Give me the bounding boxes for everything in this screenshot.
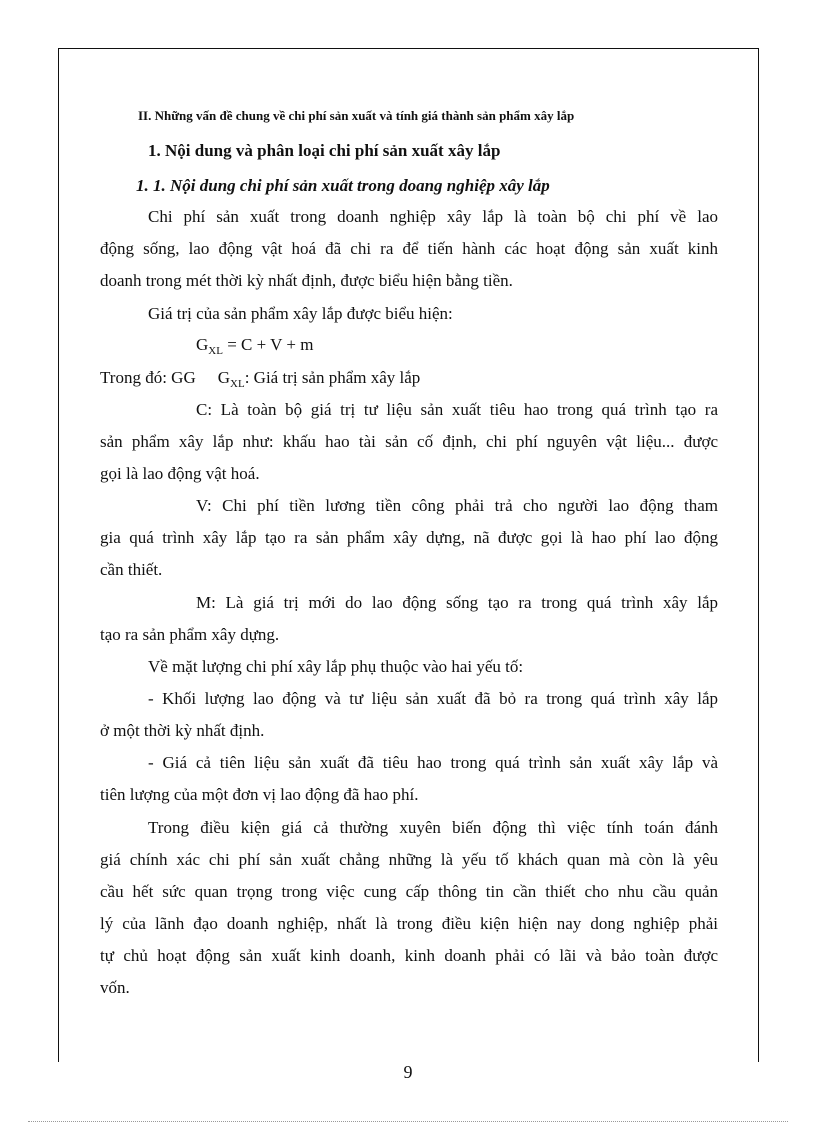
where-sub: XL [230, 378, 245, 390]
bullet2-line-2: tiên lượng của một đơn vị lao động đã hao phí. [100, 785, 419, 804]
formula-rest: = C + V + m [222, 335, 314, 354]
p1-line-2: động sống, lao động vật hoá đã chi ra để tiến hành các hoạt động sản xuất kinh [100, 239, 718, 258]
p3: Về mặt lượng chi phí xây lắp phụ thuộc vào hai yếu tố: [148, 657, 524, 676]
where-line [100, 367, 420, 395]
p4-line-6: vốn. [100, 978, 130, 997]
where-g: G [217, 368, 231, 387]
page-number: 9 [403, 1062, 413, 1082]
heading-1-1: 1. 1. Nội dung chi phí sản xuất trong doang nghiệp xây lắp [136, 176, 550, 195]
p4-line-5: tự chủ hoạt động sản xuất kinh doanh, kinh doanh phải có lãi và bảo toàn được [100, 946, 718, 965]
p4-line-2: giá chính xác chi phí sản xuất chẳng những là yếu tố khách quan mà còn là yêu [100, 850, 718, 869]
c-def-line-2: sản phẩm xây lắp như: khấu hao tài sản cố định, chi phí nguyên vật liệu... được [100, 432, 718, 451]
bullet1-line-1: - Khối lượng lao động và tư liệu sản xuất đã bỏ ra trong quá trình xây lắp [148, 689, 718, 708]
c-def-line-3: gọi là lao động vật hoá. [100, 464, 260, 483]
where-prefix: Trong đó: GG [100, 368, 196, 387]
p2: Giá trị của sản phẩm xây lắp được biểu hiện: [148, 304, 453, 323]
heading-1: 1. Nội dung và phân loại chi phí sản xuất xây lắp [148, 141, 501, 160]
page-break-line [28, 1121, 788, 1122]
where-rest: : Giá trị sản phẩm xây lắp [244, 368, 421, 387]
bullet2-line-1: - Giá cả tiên liệu sản xuất đã tiêu hao trong quá trình sản xuất xây lắp và [148, 753, 718, 772]
bullet1-line-2: ở một thời kỳ nhất định. [100, 721, 265, 740]
m-def-line-2: tạo ra sản phẩm xây dựng. [100, 625, 280, 644]
p4-line-3: cầu hết sức quan trọng trong việc cung cấp thông tin cần thiết cho nhu cầu quản [100, 882, 718, 901]
page-border-left [58, 48, 59, 1062]
p1-line-3: doanh trong mét thời kỳ nhất định, được biểu hiện bằng tiền. [100, 271, 513, 290]
formula-g: G [196, 335, 209, 354]
v-def-line-1: V: Chi phí tiền lương tiền công phải trả cho người lao động tham [196, 496, 718, 515]
page-border-top [58, 48, 758, 49]
section-title: II. Những vấn đề chung về chi phí sản xuất và tính giá thành sản phẩm xây lắp [138, 108, 575, 123]
p1-line-1: Chi phí sản xuất trong doanh nghiệp xây lắp là toàn bộ chi phí về lao [148, 207, 718, 226]
v-def-line-3: cần thiết. [100, 560, 163, 579]
formula-sub: XL [208, 345, 223, 357]
c-def-line-1: C: Là toàn bộ giá trị tư liệu sản xuất tiêu hao trong quá trình tạo ra [196, 400, 718, 419]
formula [196, 334, 313, 362]
p4-line-4: lý của lãnh đạo doanh nghiệp, nhất là trong điều kiện hiện nay dong nghiệp phải [100, 914, 718, 933]
page-border-right [758, 48, 759, 1062]
v-def-line-2: gia quá trình xây lắp tạo ra sản phẩm xây dựng, nã được gọi là hao phí lao động [100, 528, 718, 547]
p4-line-1: Trong điều kiện giá cả thường xuyên biến động thì việc tính toán đánh [148, 818, 718, 837]
m-def-line-1: M: Là giá trị mới do lao động sống tạo ra trong quá trình xây lắp [196, 593, 718, 612]
